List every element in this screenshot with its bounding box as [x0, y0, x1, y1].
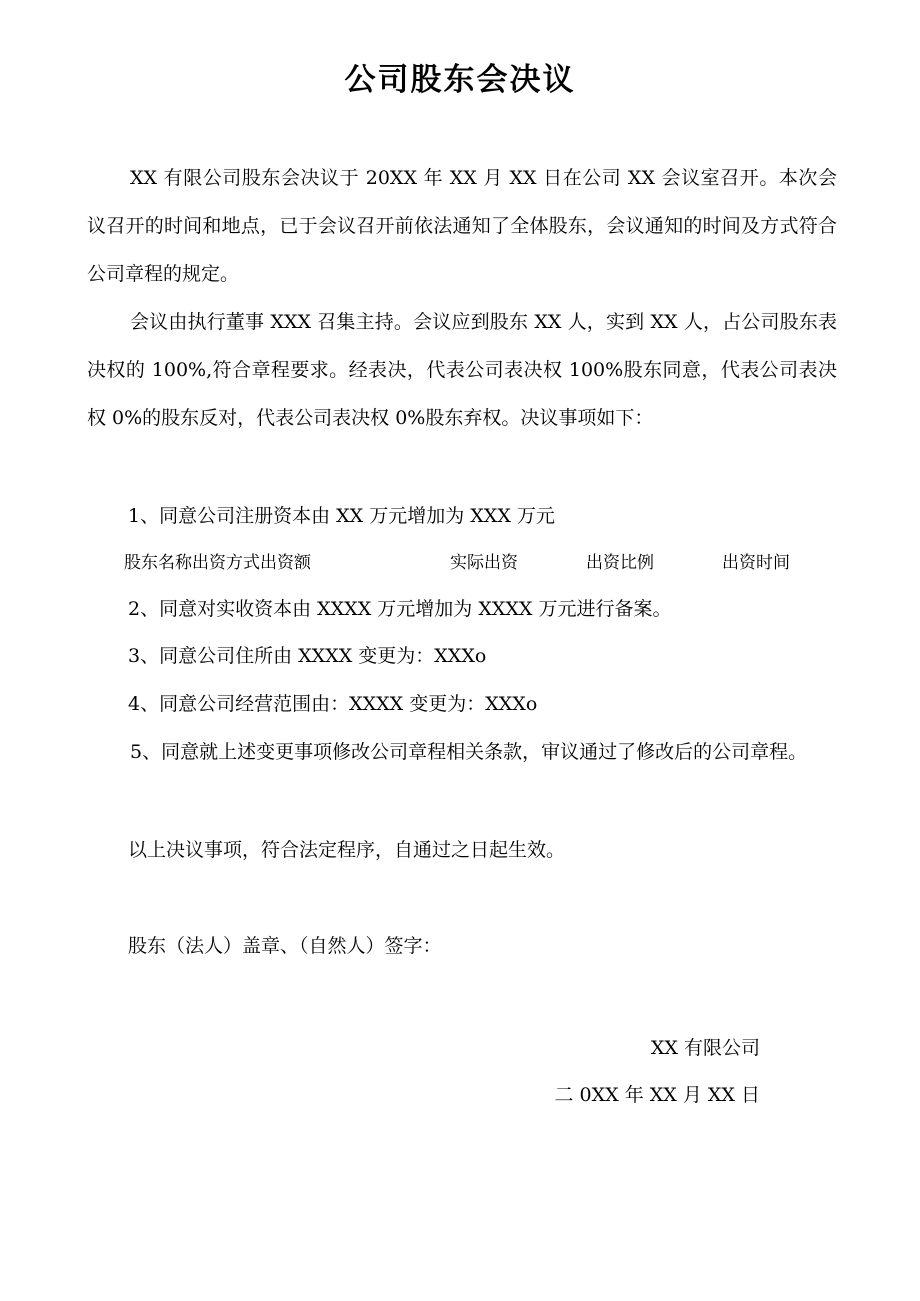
company-name: XX 有限公司 [650, 1037, 760, 1059]
document-title: 公司股东会决议 [344, 62, 576, 98]
resolution-item-1: 1、同意公司注册资本由 XX 万元增加为 XXX 万元 [128, 505, 555, 527]
document-date: 二 0XX 年 XX 月 XX 日 [554, 1084, 760, 1106]
table-header-shareholder: 股东名称出资方式出资额 [124, 553, 311, 573]
signature-line: 股东（法人）盖章、（自然人）签字： [128, 935, 442, 957]
table-header-time: 出资时间 [722, 553, 790, 573]
resolution-item-2: 2、同意对实收资本由 XXXX 万元增加为 XXXX 万元进行备案。 [128, 598, 672, 620]
resolution-item-5: 5、同意就上述变更事项修改公司章程相关条款，审议通过了修改后的公司章程。 [130, 741, 808, 763]
table-header-actual: 实际出资 [450, 553, 518, 573]
resolution-item-3: 3、同意公司住所由 XXXX 变更为：XXXo [128, 645, 487, 667]
closing-statement: 以上决议事项，符合法定程序，自通过之日起生效。 [128, 839, 566, 861]
paragraph-voting-result: 会议由执行董事 XXX 召集主持。会议应到股东 XX 人，实到 XX 人，占公司股东表决权的 100%,符合章程要求。经表决，代表公司表决权 100%股东同意，代表公司表决权 0%的股东反对，代表公司表决权 0%股东弃权。决议事项如下： [87, 311, 837, 429]
capital-table-header [124, 548, 824, 578]
paragraph-meeting-notice: XX 有限公司股东会决议于 20XX 年 XX 月 XX 日在公司 XX 会议室召开。本次会议召开的时间和地点，已于会议召开前依法通知了全体股东，会议通知的时间及方式符合公司章程的规定。 [87, 167, 837, 285]
resolution-item-4: 4、同意公司经营范围由：XXXX 变更为：XXXo [128, 693, 538, 715]
table-header-ratio: 出资比例 [586, 553, 654, 573]
